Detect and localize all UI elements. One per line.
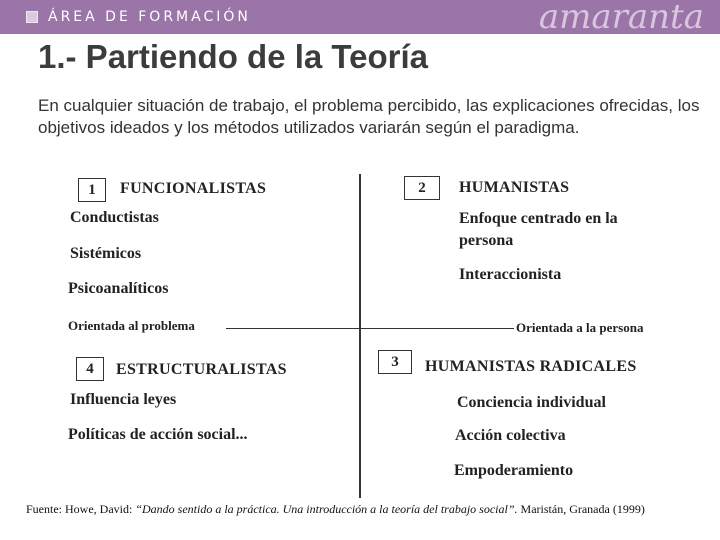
quadrant-1-item: Conductistas: [70, 209, 159, 226]
quadrant-3-item: Acción colectiva: [455, 427, 566, 444]
brand-logo: amaranta: [538, 0, 704, 37]
square-bullet-icon: [26, 11, 38, 23]
quadrant-3-item: Conciencia individual: [457, 394, 606, 411]
quadrant-3-title: HUMANISTAS RADICALES: [425, 358, 637, 375]
source-citation: [26, 502, 706, 517]
quadrant-1-number: 1: [78, 178, 106, 202]
quadrant-1-item: Sistémicos: [70, 245, 142, 262]
quadrant-1-title: FUNCIONALISTAS: [120, 180, 267, 197]
axis-left-label: Orientada al problema: [68, 318, 195, 333]
axis-right-label: Orientada a la persona: [516, 320, 644, 335]
slide-title: 1.- Partiendo de la Teoría: [38, 38, 428, 75]
vertical-axis-line: [359, 174, 361, 498]
quadrant-1-item: Psicoanalíticos: [68, 280, 169, 297]
source-prefix: Fuente: Howe, David:: [26, 502, 136, 516]
paradigm-diagram: [0, 170, 720, 500]
quadrant-2-number: 2: [404, 176, 440, 200]
section-label: ÁREA DE FORMACIÓN: [48, 9, 251, 25]
quadrant-4-number: 4: [76, 357, 104, 381]
quadrant-2-item: Interaccionista: [459, 266, 562, 283]
quadrant-2-item: Enfoque centrado en la: [459, 210, 618, 227]
horizontal-axis-line: [226, 328, 514, 329]
quadrant-4-item: Políticas de acción social...: [68, 426, 248, 443]
quadrant-4-title: ESTRUCTURALISTAS: [116, 361, 287, 378]
quadrant-3-item: Empoderamiento: [454, 462, 574, 479]
header-bar: [0, 0, 720, 37]
source-work: “Dando sentido a la práctica. Una introducción a la teoría del trabajo social”.: [135, 502, 518, 516]
quadrant-2-item: persona: [459, 232, 514, 249]
quadrant-3-number: 3: [378, 350, 412, 374]
source-suffix: Maristán, Granada (1999): [517, 502, 645, 516]
quadrant-2-title: HUMANISTAS: [459, 179, 570, 196]
intro-text: En cualquier situación de trabajo, el problema percibido, las explicaciones ofrecidas, los objetivos ideados y los métodos utilizados variarán según el paradigma.: [38, 96, 700, 137]
quadrant-4-item: Influencia leyes: [70, 391, 177, 408]
